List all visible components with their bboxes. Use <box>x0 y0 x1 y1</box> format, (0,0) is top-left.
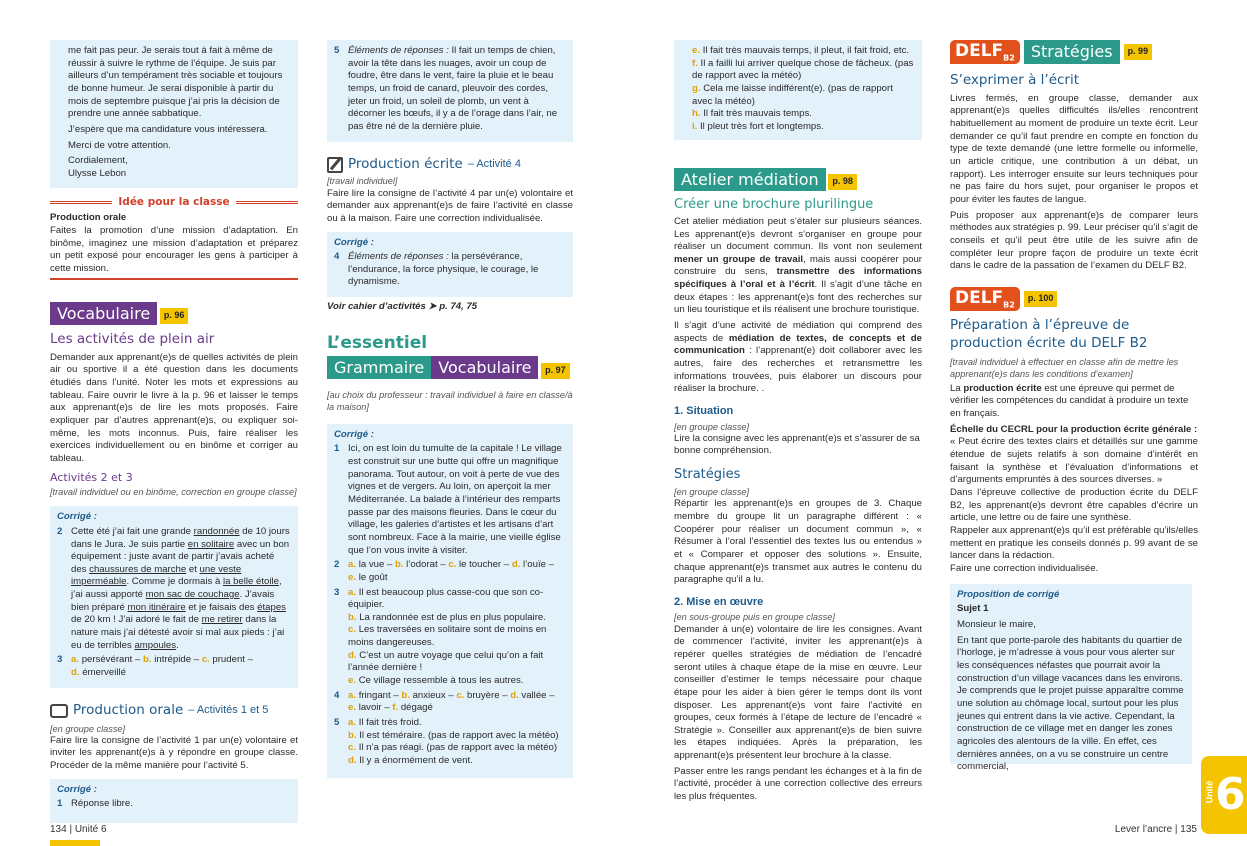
po-corrige-box: Corrigé : 1 Réponse libre. <box>50 779 298 823</box>
idee-title: Idée pour la classe <box>118 195 230 208</box>
activities-note: [travail individuel ou en binôme, correction en groupe classe] <box>50 487 297 498</box>
strategies-heading: Stratégies <box>674 467 741 483</box>
letter-line: J’espère que ma candidature vous intéressera. <box>68 123 268 135</box>
proposition-text: En tant que porte-parole des habitants du quartier de l’horloge, je m’adresse à vous pour vous alerter sur les conséquences néfastes que pourrait avoir la construction d’un village vacances dans les environs. Je comprends que le projet puisse apparaître comme une solution au chômage local, surtout pour les plus jeunes qui entrent dans la vie active. Cependant, la construction de ce village met en danger les zones agricoles des alentours de la ville. En effet, ces dernières années, on a vu se construire un centre commercial, <box>957 634 1184 773</box>
vocabulaire-banner: Vocabulaire <box>50 302 157 325</box>
corrige-box <box>50 506 298 688</box>
vocabulaire-banner: Vocabulaire <box>431 356 538 379</box>
atelier-banner: Atelier médiation <box>674 168 826 191</box>
page-ref: p. 99 <box>1124 44 1153 60</box>
pe-corrige-box: Corrigé : 4 Éléments de réponses : la persévérance, l’endurance, la force physique, le courage, le dynamisme. <box>327 232 573 298</box>
answer-2-list: a. la vue – b. l’odorat – c. le toucher – d. l’ouïe – e. le goût <box>348 559 554 583</box>
page-ref: p. 100 <box>1024 291 1058 307</box>
mise-heading: 2. Mise en œuvre <box>674 595 764 608</box>
letter-paragraph: me fait pas peur. Je serais tout à fait à même de réussir à suivre le rythme de l’équipe. Je suis par ailleurs d’un tempérament très sociable et toujours de bonne humeur. Je serai disponible à partir du mois de septembre puisque j’ai pris la décision de prendre une année sabbatique. <box>68 45 283 120</box>
column-2 <box>327 42 573 778</box>
page-ref: p. 97 <box>541 363 570 379</box>
left-footer-bar <box>50 840 100 846</box>
prep-p3: Rappeler aux apprenant(e)s qu’il est préférable qu’ils/elles mettent en pratique les conseils donnés p. 99 avant de se lancer dans la rédaction. <box>950 525 1198 562</box>
answer-text-2: Cette été j’ai fait une grande randonnée de 10 jours dans le Jura. Je suis partie en solitaire avec un bon équipement : juste avant de partir j’avais acheté des chaussures de marche et une veste imperméable. Comme je dormais à la belle étoile, j’ai aussi apporté mon sac de couchage. J’avais bien préparé mon itinéraire et je faisais des étapes de 20 km ! J’ai adoré le fait de me retirer dans la nature mais j’ai détesté avoir si mal aux pieds : j’ai eu de terribles ampoules. <box>71 525 290 651</box>
page-ref: p. 96 <box>160 308 189 324</box>
situation-text: Lire la consigne avec les apprenant(e)s et s’assurer de sa bonne compréhension. <box>674 432 920 457</box>
prep-p2: Dans l’épreuve collective de production écrite du DELF B2, les apprenant(e)s devront être capables d’écrire un article, une lettre ou de faire une synthèse. <box>950 487 1198 524</box>
echelle-label: Échelle du CECRL pour la production écrite générale : <box>950 423 1198 435</box>
idee-box <box>50 196 298 280</box>
unite-label: Unité <box>1204 780 1215 804</box>
production-orale-title: Production orale <box>73 701 184 718</box>
column-1 <box>50 42 298 823</box>
echelle-quote: « Peut écrire des textes clairs et détaillés sur une gamme étendue de sujets relatifs à son domaine d’intérêt en faisant la synthèse et l’évaluation d’informations et d’arguments empruntés à des sources diverses. » <box>950 436 1198 486</box>
letter-box <box>50 40 298 188</box>
delf-badge: $DELF_{B2}$ <box>950 40 1020 64</box>
exp-p2: Puis proposer aux apprenant(e)s de comparer leurs méthodes aux stratégies p. 99. Leur préciser qu’il s’agit de conseils et qu’il peut être utile de les suivre afin de compléter leur propre façon de produire un texte écrit dans le cadre de la passation de l’examen du DELF B2. <box>950 209 1198 272</box>
pe-note: [travail individuel] <box>327 176 398 187</box>
proposition-box: Proposition de corrigé Sujet 1 Monsieur le maire, En tant que porte-parole des habitants du quartier de l’horloge, je m’adresse à vous pour vous alerter sur les conséquences néfastes que pourrait avoir la construction d’un village vacances dans les environs. Je comprends que le projet puisse apparaître comme une solution au chômage local, surtout pour les plus jeunes qui entrent dans la vie active. Cependant, la construction de ce village met en danger les zones agricoles des alentours de la ville. En effet, ces dernières années, on a vu se construire un centre commercial, <box>950 584 1192 764</box>
column-3 <box>674 42 922 807</box>
prep-heading: Préparation à l’épreuve de production écrite du DELF B2 <box>950 316 1148 351</box>
situation-note: [en groupe classe] <box>674 421 750 432</box>
grammaire-banner: Grammaire <box>327 356 431 379</box>
activities-heading: Activités 2 et 3 <box>50 470 133 484</box>
vocab-text: Demander aux apprenant(e)s de quelles activités de plein air ou sportive il a été question dans les documents étudiés dans l’unité. Noter les mots et expressions au tableau. Faire ouvrir le livre à la p. 96 et laisser le temps aux apprenant(e)s de lire les mots proposés. Faire expliquer par d’autres apprenant(e)s, ou expliquer soi-même, les mots inconnus. Puis, faire réaliser les exercices individuellement ou en binôme et corriger au tableau. <box>50 351 298 464</box>
production-ecrite-title: Production écrite <box>348 155 463 172</box>
unite-tab <box>1201 756 1247 834</box>
strategies-text: Répartir les apprenant(e)s en groupes de 3. Chaque membre du groupe lit un paragraphe différent : « Coopérer pour réaliser un document commun », « Résumer à l’oral l’essentiel des textes lus ou entendus » et « Comparer et opposer des solutions ». Ensuite, chaque apprenant(e)s transmet aux autres le contenu du paragraphe qu’il a lu. <box>674 498 922 586</box>
page-footer-left: 134 | Unité 6 <box>50 823 107 835</box>
section-heading: Les activités de plein air <box>50 330 215 347</box>
mise-note: [en sous-groupe puis en groupe classe] <box>674 612 835 623</box>
strategies-banner: Stratégies <box>1024 40 1120 63</box>
po-note: [en groupe classe] <box>50 723 126 734</box>
prep-p1: La production écrite est une épreuve qui permet de vérifier les compétences du candidat à produire un texte en français. <box>950 382 1189 420</box>
exprimer-heading: S’exprimer à l’écrit <box>950 71 1080 88</box>
answer-item: 3 a. persévérant – b. intrépide – c. prudent – d. émerveillé <box>57 654 291 679</box>
letter-signature: Ulysse Lebon <box>68 167 127 179</box>
page-ref: p. 98 <box>828 174 857 190</box>
prep-note: [travail individuel à effectuer en classe afin de mettre les apprenant(e)s dans les conditions d’examen] <box>950 356 1179 379</box>
answer-3-list: a. Il est beaucoup plus casse-cou que son co-équipier. b. La randonnée est de plus en plus populaire. c. Les traversées en solitaire sont de moins en moins dangereuses. d. C’est un autre voyage que celui qu’on a fait l’année dernière ! e. Ce village ressemble à tous les autres. <box>348 586 547 687</box>
prep-p4: Faire une correction individualisée. <box>950 562 1099 574</box>
po-text: Faire lire la consigne de l’activité 1 par un(e) volontaire et inviter les apprenant(e)s à y répondre en groupe classe. Procéder de la même manière pour l’activité 5. <box>50 734 298 771</box>
gv-note: [au choix du professeur : travail individuel à faire en classe/à la maison] <box>327 390 573 413</box>
letter-line: Cordialement, <box>68 155 128 167</box>
corrige-label: Corrigé : <box>57 511 97 523</box>
answer-4-list: a. fringant – b. anxieux – c. bruyère – d. vallée – e. lavoir – f. dégagé <box>348 689 555 714</box>
speech-icon <box>50 704 68 718</box>
pe-text: Faire lire la consigne de l’activité 4 par un(e) volontaire et demander aux apprenant(e)s de faire l’activité en classe ou à la maison. Faire une correction individualisée. <box>327 187 573 224</box>
letter-line: Merci de votre attention. <box>68 139 171 151</box>
atelier-p1: Cet atelier médiation peut s’étaler sur plusieurs séances. Les apprenant(e)s devront s’organiser en groupe pour réaliser un document commun. Ils vont non seulement mener un groupe de travail, mais aussi coopérer pour construire du sens, transmettre des informations spécifiques à l’oral et à l’écrit. Il s’agit d’une tâche en deux étapes : les apprenant(e)s font des recherches sur un lieu touristique et ils réalisent une brochure touristique. <box>674 215 923 316</box>
atelier-p2: Il s’agit d’une activité de médiation qui comprend des aspects de médiation de textes, de concepts et de communication : l’apprenant(e) doit collaborer avec les autres, faire des recherches et retransmettre les informations trouvées, puis élaborer un discours pour réaliser la brochure. . <box>674 320 922 395</box>
mise-p1: Demander à un(e) volontaire de lire les consignes. Avant de commencer l’activité, inviter les apprenant(e)s à repérer quelles stratégies de médiation de l’encadré seront utiles à chaque étape de la mise en œuvre. Leur conseiller d’estimer le temps nécessaire pour chaque étape pour les aider à bien gérer le temps dont ils vont disposer. Les apprenant(e)s vont faire l’activité en groupes, ceux formés à l’étape de lecture de l’encadré « Stratégie ». Conseiller aux apprenant(e)s de bien suivre les étapes indiquées. Après la préparation, les apprenant(e)s présentent leur brochure à la classe. <box>674 623 922 762</box>
delf-badge: $DELF_{B2}$ <box>950 287 1020 311</box>
production-ecrite-sub: – Activité 4 <box>467 158 521 171</box>
page-footer-right: Lever l’ancre | 135 <box>1114 823 1197 835</box>
atelier-heading: Créer une brochure plurilingue <box>674 196 874 212</box>
gv-corrige-box: Corrigé : 1 Ici, on est loin du tumulte de la capitale ! Le village est construit sur une butte qui offre un magnifique panorama. Tout autour, on voit à perte de vue des vignes et de vergers. Au loin, on aperçoit la mer Méditerranée. La balade à l’intérieur des remparts passe par des maisons fleuries. Dans le cœur du village, les galeries d’artistes et les artisans d’art sont nombreux. Face à la mairie, une vieille église que l’on vous invite à visiter. 2 a. la vue – b. l’odorat – c. le toucher – d. l’ouïe – e. le goût 3 a. Il est beaucoup plus casse-cou que son co-équipier. b. La randonnée est de plus en plus populaire. c. Les traversées en solitaire sont de moins en moins dangereuses. d. C’est un autre voyage que celui qu’on a fait l’année dernière ! e. Ce village ressemble à tous les autres. 4 a. fringant – b. anxieux – c. bruyère – d. vallée – e. lavoir – f. dégagé 5 a. Il fait très froid. b. Il est téméraire. (pas de rapport avec la météo) c. Il n’a pas réagi. (pas de rapport avec la météo) d. Il y a énormément de vent. <box>327 424 573 778</box>
answer-box-5: 5 Éléments de réponses : Il fait un temps de chien, avoir la tête dans les nuages, avoir un coup de foudre, être dans le vent, faire la pluie et le beau temps, un froid de canard, pleuvoir des cordes, jeter un froid, un soleil de plomb, un vent à décorner les bœufs, il y a de l’orage dans l’air, ne pas être né de la dernière pluie. <box>327 40 573 142</box>
pencil-icon <box>327 157 343 173</box>
idee-text: Faites la promotion d’une mission d’adaptation. En binôme, imaginez une mission d’adaptation et préparez un petit exposé pour encourager les gens à participer à cette mission. <box>50 225 298 275</box>
mise-p2: Passer entre les rangs pendant les échanges et à la fin de l’activité, procéder à une correction collective des erreurs les plus fréquentes. <box>674 765 922 803</box>
idee-subtitle: Production orale <box>50 212 127 224</box>
production-orale-sub: – Activités 1 et 5 <box>188 704 269 717</box>
answer-5-list: a. Il fait très froid. b. Il est téméraire. (pas de rapport avec la météo) c. Il n’a pas réagi. (pas de rapport avec la météo) d. Il y a énormément de vent. <box>348 717 559 767</box>
essentiel-title: L’essentiel <box>327 332 428 353</box>
situation-heading: 1. Situation <box>674 405 734 418</box>
exp-p1: Livres fermés, en groupe classe, demander aux apprenant(e)s quelles difficultés ils/elles rencontrent habituellement au moment de produire un texte écrit. Leur demander ce qu’il faut prendre en compte en fonction du type de texte demandé (une lettre formelle ou informelle, un article critique, une contribution à un débat, un rapport). Les interroger ensuite sur leurs techniques pour ne pas faire du hors sujet, pour organiser le propos et pour éviter les fautes de langue. <box>950 92 1198 205</box>
cahier-ref: Voir cahier d’activités ➤ p. 74, 75 <box>327 301 478 313</box>
answer-item: 2 Cette été j’ai fait une grande randonnée de 10 jours dans le Jura. Je suis partie en solitaire avec un bon équipement : juste avant de partir j’avais acheté des chaussures de marche et une veste imperméable. Comme je dormais à la belle étoile, j’ai aussi apporté mon sac de couchage. J’avais bien préparé mon itinéraire et je faisais des étapes de 20 km ! J’ai adoré le fait de me retirer dans la nature mais j’ai détesté avoir si mal aux pieds : j’ai eu de terribles ampoules. <box>57 525 290 651</box>
answer-text-3: a. persévérant – b. intrépide – c. prudent – d. émerveillé <box>71 654 253 679</box>
strategies-note: [en groupe classe] <box>674 487 750 498</box>
column-4 <box>950 41 1198 773</box>
answer-box-continued: e. Il fait très mauvais temps, il pleut, il fait froid, etc. f. Il a failli lui arriver quelque chose de fâcheux. (pas de rapport avec la météo) g. Cela me laisse indifférent(e). (pas de rapport avec la météo) h. Il fait très mauvais temps. i. Il pleut très fort et longtemps. <box>674 40 922 140</box>
unite-number: 6 <box>1215 769 1246 820</box>
